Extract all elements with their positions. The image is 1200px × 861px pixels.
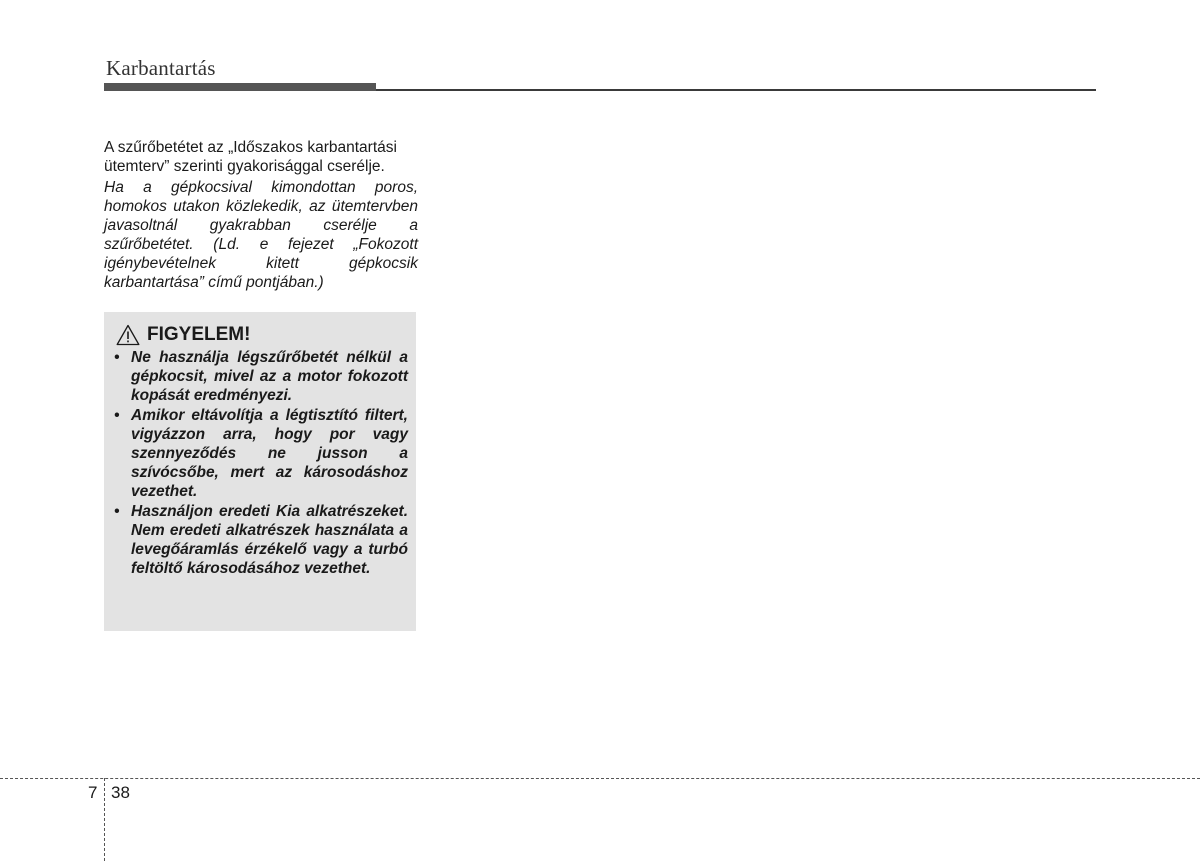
chapter-number: 7: [88, 783, 98, 802]
footer-margin-divider: [104, 778, 105, 861]
warning-triangle-icon: [116, 324, 140, 346]
body-paragraph: A szűrőbetétet az „Időszakos karbantartási ütemterv” szerinti gyakorisággal cserélje.: [104, 139, 397, 175]
bullet: •: [114, 503, 120, 520]
warning-item-text: Ne használja légszűrőbetét nélkül a gépkocsit, mivel az a motor fokozott kopását eredményezi.: [131, 349, 408, 404]
warning-list: [114, 348, 408, 579]
bullet: •: [114, 349, 120, 366]
body-note: Ha a gépkocsival kimondottan poros, homokos utakon közlekedik, az ütemtervben javasoltnál gyakrabban cserélje a szűrőbetétet. (Ld. e fejezet „Fokozott igénybevételnek kitett gépkocsik karbantartása” című pontjában.): [104, 179, 418, 291]
section-title: Karbantartás: [106, 56, 216, 80]
warning-item-text: Használjon eredeti Kia alkatrészeket. Nem eredeti alkatrészek használata a levegőáramlás érzékelő vagy a turbó feltöltő károsodásához vezethet.: [131, 503, 408, 577]
warning-title: FIGYELEM!: [147, 324, 251, 345]
warning-box: [104, 312, 416, 631]
page-number: 38: [111, 783, 130, 802]
warning-header: [116, 324, 250, 346]
body-column: [104, 138, 418, 292]
warning-item: [114, 348, 408, 405]
bullet: •: [114, 407, 120, 424]
footer-divider: [0, 778, 1200, 779]
warning-item: [114, 502, 408, 578]
header-rule-accent: [104, 83, 376, 91]
warning-item-text: Amikor eltávolítja a légtisztító filtert, vigyázzon arra, hogy por vagy szennyeződés ne jusson a szívócsőbe, mert az károsodáshoz vezethet.: [131, 407, 408, 500]
warning-item: [114, 406, 408, 501]
